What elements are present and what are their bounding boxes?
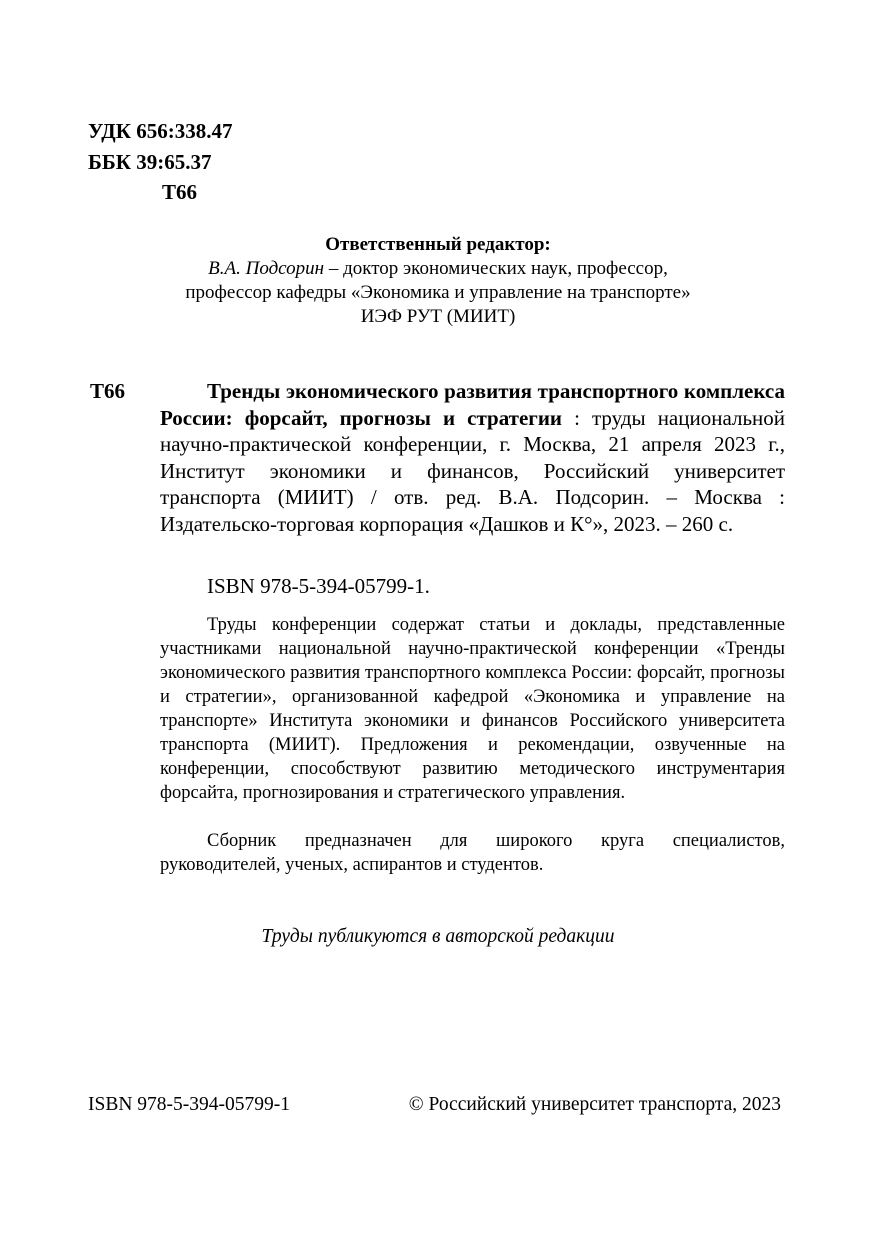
entry-title: Тренды экономического развития транспортного комплекса России: форсайт, прогнозы и стратегии	[160, 379, 785, 430]
author-mark: Т66	[162, 180, 198, 204]
footer-copyright: © Российский университет транспорта, 2023	[408, 1094, 781, 1115]
entry-mark: Т66	[90, 379, 126, 403]
bbk-code: ББК 39:65.37	[88, 150, 212, 174]
entry-isbn: ISBN 978-5-394-05799-1.	[207, 574, 430, 598]
editor-name: В.А. Подсорин	[208, 258, 325, 279]
editor-heading: Ответственный редактор:	[325, 234, 551, 255]
editor-block	[150, 233, 726, 329]
annotation-paragraph-1: Труды конференции содержат статьи и доклады, представленные участниками национальной научно-практической конференции «Тренды экономического развития транспортного комплекса России: форсайт, прогнозы и стратегии», организованной кафедрой «Экономика и управление на транспорте» Института экономики и финансов Российского университета транспорта (МИИТ). Предложения и рекомендации, озвученные на конференции, способствуют развитию методического инструментария форсайта, прогнозирования и стратегического управления.	[160, 615, 785, 803]
bibliographic-entry	[160, 378, 785, 537]
entry-details: : труды национальной научно-практической конференции, г. Москва, 21 апреля 2023 г., Институт экономики и финансов, Российский университет транспорта (МИИТ) / отв. ред. В.А. Подсорин. – Москва : Издательско-торговая корпорация «Дашков и К°», 2023. – 260 с.	[160, 405, 786, 536]
editor-description-2: профессор кафедры «Экономика и управление на транспорте»	[185, 282, 691, 303]
editor-description-3: ИЭФ РУТ (МИИТ)	[360, 306, 516, 327]
footer-isbn: ISBN 978-5-394-05799-1	[88, 1094, 291, 1115]
editorial-note: Труды публикуются в авторской редакции	[261, 926, 615, 947]
annotation-paragraph-2: Сборник предназначен для широкого круга специалистов, руководителей, ученых, аспирантов и студентов.	[160, 831, 785, 875]
editor-line-1	[150, 257, 726, 281]
udk-code: УДК 656:338.47	[88, 119, 233, 143]
editor-description-1: – доктор экономических наук, профессор,	[324, 258, 668, 279]
